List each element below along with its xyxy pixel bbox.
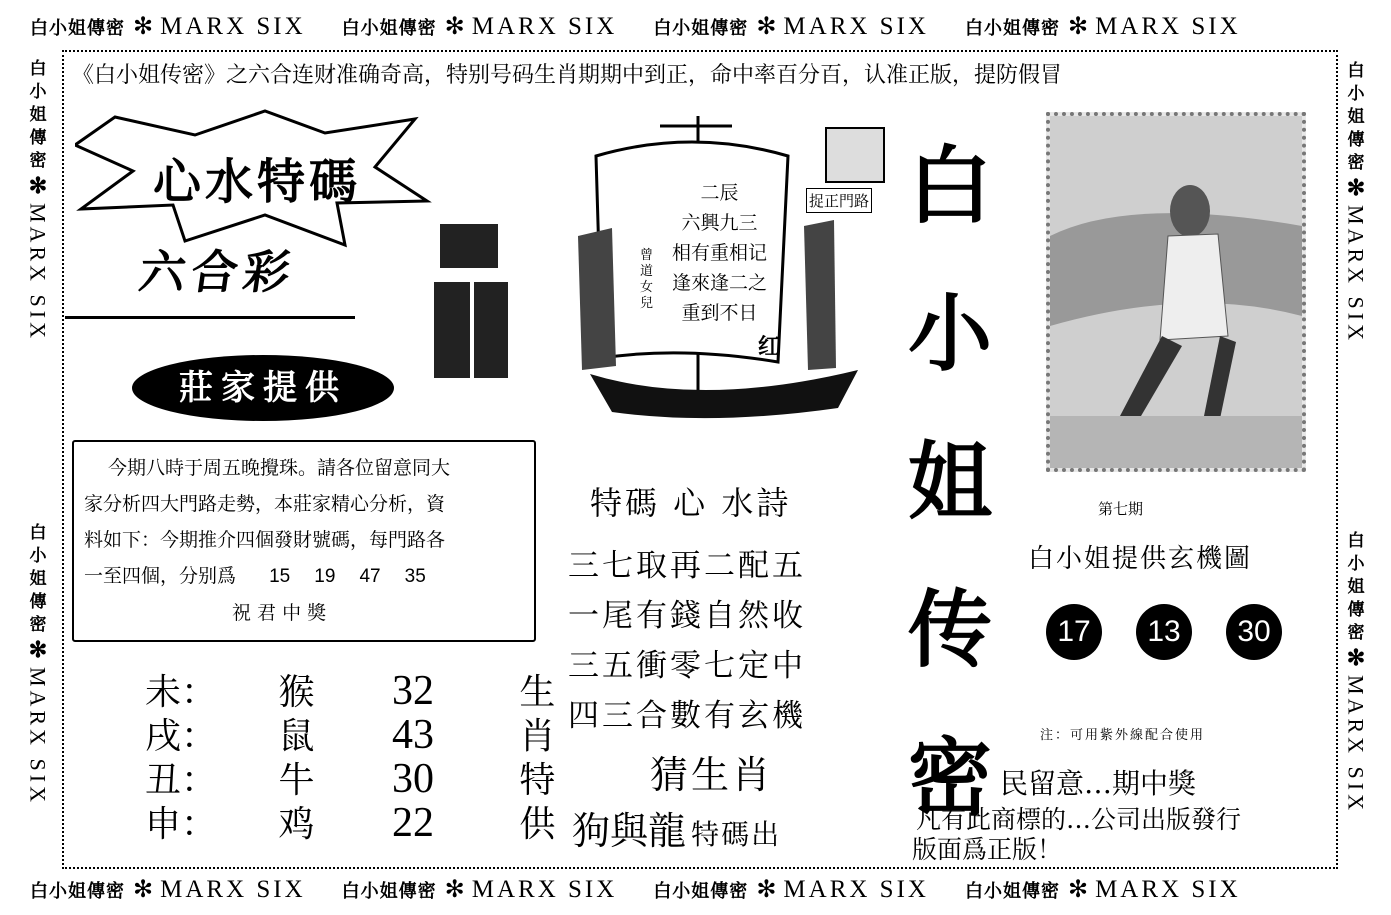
border-brand-en: MARX SIX [160,876,306,903]
zodiac-side-char: 肖 [519,716,556,757]
recommended-number: 19 [314,566,336,587]
top-border-strip [30,12,1277,41]
border-brand-zh: 白小姐傳密 [30,18,125,39]
big-title-char: 传 [907,580,992,679]
zodiac-side-char: 生 [519,672,556,713]
border-brand-zh: 白小姐傳密 [30,881,125,902]
tagline: 《白小姐传密》之六合连财准确奇高，特别号码生肖期期中到正，命中率百分百，认准正版，提防假冒 [72,63,1063,88]
big-title-char: 小 [907,284,992,383]
stamp-right [474,282,508,378]
bottom-line: 凡有此商標的…公司出版發行 [916,805,1242,834]
poem-line: 三五衝零七定中 [568,648,806,684]
uv-note: 注：可用紫外線配合使用 [1040,728,1206,743]
sail-line: 相有重相记 [672,242,768,264]
gate-icon [826,128,884,182]
border-star-icon: ✻ [1067,12,1090,40]
divider-rule [65,316,355,319]
border-star-icon: ✻ [133,12,155,40]
big-title-char: 姐 [907,432,992,531]
zodiac-animal: 猴 [278,672,315,713]
model-photo-image [1050,116,1302,468]
zodiac-animal: 牛 [278,760,315,801]
notice-prefix: 一至四個，分别爲 [84,565,237,587]
right-border-strip-lower: 白小姐傳密 ✻ MARX SIX [1343,531,1369,814]
zodiac-side-char: 供 [519,804,556,845]
model-photo [1046,112,1306,472]
guess-title: 猜生肖 [650,753,774,797]
zodiac-branch: 戌： [145,716,218,757]
provider-oval: 莊家提供 [132,355,394,421]
notice-line-numbers [84,558,534,595]
zodiac-number: 22 [391,800,434,846]
issue-label: 第七期 [1098,500,1144,518]
border-star-icon: ✻ [1067,875,1090,903]
big-title-char: 白 [907,136,992,235]
zodiac-branch: 申： [145,804,218,845]
answer-line [572,800,781,855]
border-brand-zh: 白小姐傳密 [653,18,749,39]
answer-main: 狗與龍 [572,809,687,853]
zodiac-number: 32 [391,668,434,714]
zodiac-number: 30 [391,756,434,802]
border-brand-zh: 白小姐傳密 [653,881,749,902]
machine-title: 白小姐提供玄機圖 [1028,544,1253,574]
sail-line: 六興九三 [681,212,758,234]
number-ball: 17 [1046,604,1102,660]
sail-line: 重到不日 [681,302,758,324]
border-brand-zh: 白小姐傳密 [964,881,1060,902]
poem-line: 一尾有錢自然收 [568,598,806,634]
bottom-line: 民留意…期中獎 [1000,767,1197,800]
zodiac-number: 43 [391,712,434,758]
sail-line: 二辰 [700,182,739,204]
border-star-icon: ✻ [756,875,778,903]
notice-box [72,440,536,642]
border-brand-en: MARX SIX [1095,13,1241,40]
big-title-vertical [905,112,995,852]
border-star-icon: ✻ [756,12,778,40]
number-ball: 13 [1136,604,1192,660]
notice-line: 今期八時于周五晚攪珠。請各位留意同大 [108,457,451,479]
border-brand-en: MARX SIX [1095,876,1241,903]
stamp-top [440,224,498,268]
notice-line: 料如下：今期推介四個發財號碼，每門路各 [84,529,446,551]
poem-title: 特碼 心 水詩 [590,484,792,522]
recommended-number: 47 [359,566,381,587]
poem-line: 四三合數有玄機 [568,698,806,734]
border-brand-en: MARX SIX [160,13,306,40]
border-brand-en: MARX SIX [471,876,618,903]
zodiac-animal: 鼠 [278,716,315,757]
bottom-border-strip [30,875,1277,904]
notice-line: 家分析四大門路走勢，本莊家精心分析，資 [84,493,446,515]
ship-illustration [572,108,902,430]
stamp-left [434,282,470,378]
number-ball: 30 [1226,604,1282,660]
sail-side-text: 曾道女兒 [640,248,654,311]
sail-red-mark: 红 [758,334,781,360]
border-brand-zh: 白小姐傳密 [341,18,437,39]
border-brand-en: MARX SIX [783,876,929,903]
border-star-icon: ✻ [444,12,466,40]
sail-line: 逢來逢二之 [672,272,768,294]
border-brand-zh: 白小姐傳密 [341,881,437,902]
left-border-strip-lower: 白小姐傳密 ✻ MARX SIX [25,523,51,806]
border-star-icon: ✻ [444,875,466,903]
recommended-number: 35 [404,566,426,587]
answer-suffix: 特碼出 [691,818,782,851]
lottery-name: 六合彩 [135,245,300,299]
bottom-line: 版面爲正版！ [912,835,1063,864]
zodiac-branch: 丑： [145,760,218,801]
notice-blessing: 祝 君 中 獎 [232,602,327,624]
gate-sign: 捉正門路 [806,188,872,213]
border-brand-en: MARX SIX [471,13,618,40]
right-border-strip-upper: 白小姐傳密 ✻ MARX SIX [1343,61,1369,344]
border-brand-en: MARX SIX [783,13,929,40]
left-border-strip-upper: 白小姐傳密 ✻ MARX SIX [25,59,51,342]
zodiac-row [145,796,555,847]
border-star-icon: ✻ [133,875,155,903]
border-brand-zh: 白小姐傳密 [964,18,1060,39]
zodiac-animal: 鸡 [278,804,315,845]
poem-line: 三七取再二配五 [568,548,806,584]
big-title-char: 密 [907,728,992,827]
recommended-number: 15 [269,566,291,587]
star-title-text: 心水特碼 [153,154,362,210]
sail-verse [672,178,767,328]
zodiac-branch: 未： [145,672,218,713]
zodiac-side-char: 特 [519,760,556,801]
